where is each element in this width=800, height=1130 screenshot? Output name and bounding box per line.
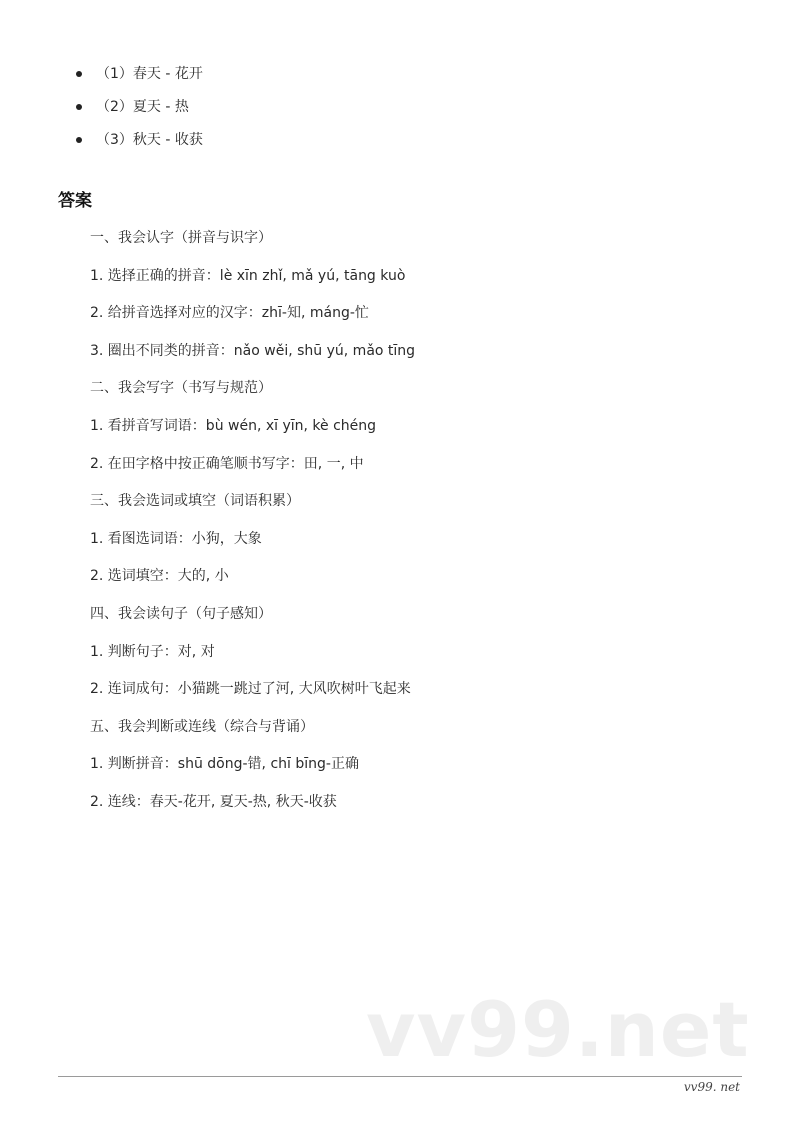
list-item-text: （1）春天 - 花开 [96, 66, 203, 82]
section-heading: 二、我会写字（书写与规范） [90, 380, 272, 397]
answer-list [90, 226, 415, 828]
footer-divider [58, 1076, 742, 1077]
section-heading: 一、我会认字（拼音与识字） [90, 230, 272, 246]
answer-item: 2. 连线：春天-花开, 夏天-热, 秋天-收获 [90, 793, 337, 810]
section-heading: 三、我会选词或填空（词语积累） [90, 493, 300, 510]
section-heading: 四、我会读句子（句子感知） [90, 605, 272, 622]
answer-item: 1. 看图选词语：小狗，大象 [90, 530, 262, 547]
footer-site-label: vv99. net [683, 1080, 740, 1094]
list-item-text: （2）夏天 - 热 [96, 99, 189, 115]
answer-item: 1. 选择正确的拼音：lè xīn zhǐ, mǎ yú, tāng kuò [90, 267, 406, 284]
section-heading: 五、我会判断或连线（综合与背诵） [90, 718, 314, 735]
season-bullet-list [76, 62, 203, 161]
list-item [76, 62, 203, 95]
answer-item: 2. 给拼音选择对应的汉字：zhī-知, máng-忙 [90, 305, 369, 322]
answer-item: 1. 看拼音写词语：bù wén, xī yīn, kè chéng [90, 417, 377, 434]
answer-item: 1. 判断句子：对, 对 [90, 643, 215, 660]
answer-item: 2. 连词成句：小猫跳一跳过了河, 大风吹树叶飞起来 [90, 681, 411, 698]
bullet-icon [76, 104, 82, 110]
list-item-text: （3）秋天 - 收获 [96, 132, 203, 148]
answer-item: 1. 判断拼音：shū dōng-错, chī bīng-正确 [90, 756, 359, 773]
bullet-icon [76, 137, 82, 143]
list-item [76, 95, 203, 128]
answer-heading: 答案 [58, 191, 92, 211]
answer-item: 2. 选词填空：大的, 小 [90, 568, 229, 585]
bullet-icon [76, 71, 82, 77]
list-item [76, 128, 203, 161]
watermark: vv99.net [366, 985, 750, 1074]
answer-item: 2. 在田字格中按正确笔顺书写字：田, 一, 中 [90, 455, 364, 472]
answer-item: 3. 圈出不同类的拼音：nǎo wěi, shū yú, mǎo tīng [90, 342, 416, 359]
